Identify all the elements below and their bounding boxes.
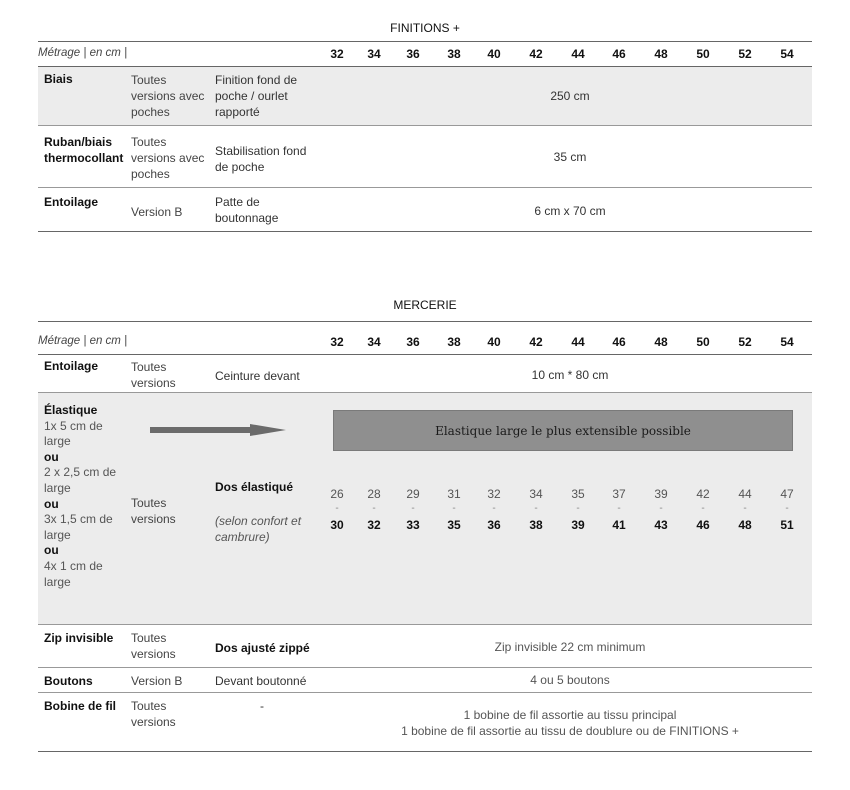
size-46: 46: [612, 335, 626, 349]
option: 3x 1,5 cm de large: [44, 512, 113, 542]
row-usage: Dos ajusté zippé: [215, 641, 310, 655]
measure-dash: -: [452, 503, 456, 514]
measure-dash: -: [576, 503, 580, 514]
row-usage: Finition fond de poche / ourlet rapporté: [215, 73, 298, 119]
max-measure: 39: [571, 518, 585, 532]
size-50: 50: [696, 335, 710, 349]
max-measure: 48: [738, 518, 752, 532]
max-measure: 30: [330, 518, 344, 532]
max-measure: 41: [612, 518, 626, 532]
size-42: 42: [529, 335, 543, 349]
max-measure: 36: [487, 518, 501, 532]
size-54: 54: [780, 47, 794, 61]
row-value: 1 bobine de fil assortie au tissu de doublure ou de FINITIONS +: [401, 724, 739, 738]
divider: [38, 231, 812, 232]
min-measure: 29: [406, 487, 420, 501]
size-48: 48: [654, 47, 668, 61]
divider: [38, 692, 812, 693]
measure-dash: -: [335, 503, 339, 514]
max-measure: 46: [696, 518, 710, 532]
row-value: 10 cm * 80 cm: [531, 368, 609, 382]
mercerie-header-row: [38, 331, 812, 353]
divider: [38, 354, 812, 355]
divider: [38, 751, 812, 752]
size-54: 54: [780, 335, 794, 349]
size-36: 36: [406, 335, 420, 349]
row-usage: Patte de boutonnage: [215, 195, 279, 225]
size-38: 38: [447, 47, 461, 61]
min-measure: 35: [571, 487, 585, 501]
row-version: Toutes versions: [131, 360, 176, 390]
row-name: Ruban/biais thermocollant: [44, 135, 124, 165]
row-value: 35 cm: [553, 150, 587, 164]
header-label: Métrage | en cm |: [38, 335, 128, 347]
measure-dash: -: [659, 503, 663, 514]
divider: [38, 321, 812, 322]
measure-dash: -: [492, 503, 496, 514]
measure-dash: -: [701, 503, 705, 514]
divider: [38, 187, 812, 188]
min-measure: 47: [780, 487, 794, 501]
row-value: Zip invisible 22 cm minimum: [494, 640, 646, 654]
size-52: 52: [738, 47, 752, 61]
measure-dash: -: [617, 503, 621, 514]
row-version: Toutes versions: [131, 699, 176, 729]
or-label: ou: [44, 449, 59, 464]
size-48: 48: [654, 335, 668, 349]
measure-dash: -: [372, 503, 376, 514]
row-name: Entoilage: [44, 195, 99, 209]
divider: [38, 125, 812, 126]
finitions-header-row: [38, 43, 812, 65]
size-40: 40: [487, 47, 501, 61]
row-name: Biais: [44, 72, 73, 86]
size-34: 34: [367, 47, 381, 61]
elastique-options: [44, 403, 124, 590]
row-usage: -: [260, 699, 264, 713]
row-version: Version B: [131, 205, 183, 219]
row-value: 6 cm x 70 cm: [534, 204, 606, 218]
size-44: 44: [571, 335, 585, 349]
row-usage: Ceinture devant: [215, 369, 300, 383]
usage-note: (selon confort et cambrure): [215, 514, 302, 544]
arrow-right-icon: [150, 424, 286, 436]
min-measure: 32: [487, 487, 501, 501]
size-50: 50: [696, 47, 710, 61]
size-46: 46: [612, 47, 626, 61]
max-measure: 32: [367, 518, 381, 532]
max-measure: 51: [780, 518, 794, 532]
max-measure: 35: [447, 518, 461, 532]
divider: [38, 667, 812, 668]
option: 2 x 2,5 cm de large: [44, 465, 117, 495]
size-44: 44: [571, 47, 585, 61]
min-measure: 28: [367, 487, 381, 501]
header-label: Métrage | en cm |: [38, 47, 128, 59]
min-measure: 44: [738, 487, 752, 501]
size-52: 52: [738, 335, 752, 349]
row-version: Toutes versions: [131, 631, 176, 661]
size-32: 32: [330, 47, 344, 61]
measure-dash: -: [411, 503, 415, 514]
or-label: ou: [44, 496, 59, 511]
min-measure: 31: [447, 487, 461, 501]
finitions-title: FINITIONS +: [390, 21, 460, 35]
row-value: 4 ou 5 boutons: [530, 673, 610, 687]
measure-dash: -: [534, 503, 538, 514]
size-32: 32: [330, 335, 344, 349]
row-usage: Dos élastiqué: [215, 480, 294, 494]
row-name: Élastique: [44, 403, 98, 417]
option: 1x 5 cm de large: [44, 418, 103, 449]
mercerie-title: MERCERIE: [393, 298, 457, 312]
size-40: 40: [487, 335, 501, 349]
divider: [38, 41, 812, 42]
row-name: Boutons: [44, 674, 93, 688]
min-measure: 42: [696, 487, 710, 501]
max-measure: 43: [654, 518, 668, 532]
size-36: 36: [406, 47, 420, 61]
or-label: ou: [44, 543, 59, 558]
size-42: 42: [529, 47, 543, 61]
size-34: 34: [367, 335, 381, 349]
elastique-banner: Elastique large le plus extensible possible: [333, 410, 793, 451]
max-measure: 38: [529, 518, 543, 532]
size-38: 38: [447, 335, 461, 349]
measure-dash: -: [785, 503, 789, 514]
measure-dash: -: [743, 503, 747, 514]
row-version: Toutes versions avec poches: [131, 135, 205, 181]
row-name: Zip invisible: [44, 631, 114, 645]
row-version: Version B: [131, 674, 183, 688]
min-measure: 37: [612, 487, 626, 501]
row-version: Toutes versions: [131, 496, 176, 526]
min-measure: 39: [654, 487, 668, 501]
row-value: 1 bobine de fil assortie au tissu principal: [463, 708, 677, 722]
min-measure: 26: [330, 487, 344, 501]
row-value: 250 cm: [550, 89, 590, 103]
row-usage: Stabilisation fond de poche: [215, 144, 307, 174]
row-name: Bobine de fil: [44, 699, 116, 713]
option: 4x 1 cm de large: [44, 558, 103, 589]
row-name: Entoilage: [44, 359, 99, 373]
divider: [38, 624, 812, 625]
max-measure: 33: [406, 518, 420, 532]
min-measure: 34: [529, 487, 543, 501]
row-version: Toutes versions avec poches: [131, 73, 205, 119]
row-usage: Devant boutonné: [215, 674, 307, 688]
